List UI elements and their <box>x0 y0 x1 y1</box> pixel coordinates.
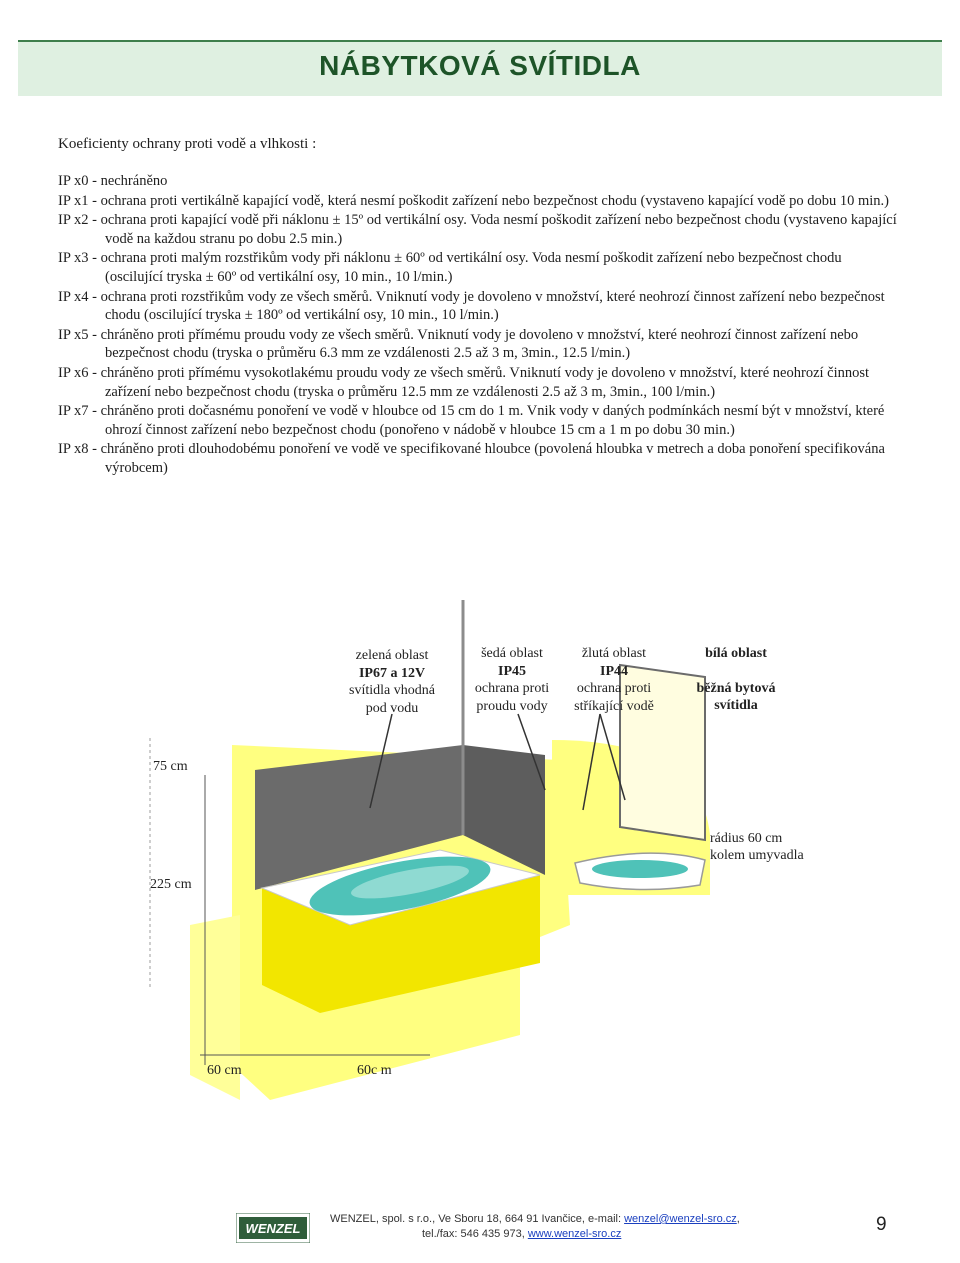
ip-code: IP x4 <box>58 288 89 305</box>
wenzel-logo <box>236 1213 310 1243</box>
footer-line-1 <box>330 1212 750 1227</box>
ip-text: - ochrana proti rozstřikům vody ze všech směrů. Vniknutí vody je dovoleno v množství, které neohrozí činnost zařízení nebo bezpečnost chodu (oscilující tryska ± 180º od vertikální osy, 10 min., 10 l/min.) <box>92 288 885 324</box>
ip-list <box>58 172 898 479</box>
measure-radius <box>710 830 804 864</box>
ip-code: IP x2 <box>58 212 89 229</box>
ip-code: IP x3 <box>58 250 89 267</box>
green-zone-name: zelená oblast <box>355 648 429 663</box>
grey-zone-desc-1: ochrana proti <box>474 681 550 696</box>
yellow-zone-desc-2: stříkající vodě <box>574 698 654 714</box>
page-number: 9 <box>876 1214 887 1235</box>
radius-label-2: kolem umyvadla <box>710 848 804 863</box>
green-zone-desc-2: pod vodu <box>365 700 419 716</box>
white-zone-desc-2: svítidla <box>714 698 758 713</box>
white-zone-name: bílá oblast <box>705 646 767 661</box>
sink-water <box>592 860 688 878</box>
grey-zone-desc-2: proudu vody <box>476 698 548 714</box>
grey-zone-rating: IP45 <box>498 663 526 679</box>
yellow-zone-rating: IP44 <box>600 663 628 679</box>
footer-web-link[interactable]: www.wenzel-sro.cz <box>527 1228 622 1240</box>
yellow-zone-desc-1: ochrana proti <box>576 681 652 696</box>
grey-zone-name: šedá oblast <box>481 646 543 661</box>
ip-text: - chráněno proti přímému vysokotlakému proudu vody ze všech směrů. Vniknutí vody je dovoleno v množství, které neohrozí činnost zařízení nebo bezpečnost chodu (tryska o průměru 12.5 mm ze vzdálenosti 2.5 až 3 m, 3min., 100 l/min.) <box>92 364 870 400</box>
green-zone-rating: IP67 a 12V <box>358 665 426 681</box>
ip-code: IP x5 <box>58 326 89 343</box>
ip-item <box>58 288 898 325</box>
label-grey-zone <box>462 645 562 715</box>
footer-sep: , <box>736 1213 740 1225</box>
ip-item <box>58 326 898 363</box>
yellow-zone-name: žlutá oblast <box>581 646 647 661</box>
ip-text: - ochrana proti vertikálně kapající vodě, která nesmí poškodit zařízení nebo bezpečnost chodu (vystaveno kapající vodě po dobu 10 min.) <box>92 192 889 209</box>
ip-item <box>58 249 898 286</box>
label-green-zone <box>336 647 448 717</box>
ip-item <box>58 211 898 248</box>
label-yellow-zone <box>563 645 665 715</box>
ip-item <box>58 172 898 191</box>
ip-text: - nechráněno <box>92 173 168 189</box>
green-zone-desc-1: svítidla vhodná <box>349 683 435 698</box>
ip-code: IP x0 <box>58 173 89 189</box>
ip-text: - chráněno proti dlouhodobému ponoření ve vodě ve specifikované hloubce (povolená hloubka v metrech a doba ponoření specifikována výrobcem) <box>92 441 885 476</box>
measure-75cm: 75 cm <box>153 759 188 774</box>
measure-60cm-b: 60c m <box>357 1063 392 1078</box>
footer-email-link[interactable]: wenzel@wenzel-sro.cz <box>624 1213 737 1225</box>
intro-text: Koeficienty ochrany proti vodě a vlhkosti : <box>58 136 317 152</box>
white-zone-desc-1: běžná bytová <box>696 680 776 696</box>
footer-company: WENZEL, spol. s r.o., Ve Sboru 18, 664 91 Ivančice, e-mail: <box>330 1213 622 1225</box>
footer-contact <box>330 1212 750 1242</box>
page-title: NÁBYTKOVÁ SVÍTIDLA <box>319 50 641 81</box>
radius-label-1: rádius 60 cm <box>710 831 783 846</box>
title-bar <box>18 40 942 96</box>
ip-item <box>58 402 898 439</box>
ip-text: - ochrana proti kapající vodě při náklonu ± 15º od vertikální osy. Voda nesmí poškodit zařízení nebo bezpečnost chodu (vystaveno kapající vodě na každou stranu po dobu 2.5 min.) <box>92 212 897 247</box>
ip-text: - chráněno proti přímému proudu vody ze všech směrů. Vniknutí vody je dovoleno v množství, které neohrozí činnost zařízení nebo bezpečnost chodu (tryska o průměru 6.3 mm ze vzdálenosti 2.5 až 3 m, 3min., 12.5 l/min.) <box>92 326 859 362</box>
ip-item <box>58 364 898 401</box>
ip-code: IP x8 <box>58 441 89 458</box>
ip-code: IP x7 <box>58 403 89 420</box>
bathroom-zone-diagram <box>0 595 960 1115</box>
ip-item <box>58 440 898 477</box>
ip-code: IP x1 <box>58 192 89 209</box>
logo-text: WENZEL <box>245 1221 301 1236</box>
footer-tel: tel./fax: 546 435 973, <box>422 1228 525 1240</box>
measure-225cm: 225 cm <box>150 877 192 892</box>
ip-code: IP x6 <box>58 364 89 381</box>
ip-text: - ochrana proti malým rozstřikům vody při náklonu ± 60º od vertikální osy. Voda nesmí poškodit zařízení nebo bezpečnost chodu (oscilující tryska ± 60º od vertikální osy, 10 min., 10 l/min.) <box>92 250 842 285</box>
measure-60cm-a: 60 cm <box>207 1063 242 1078</box>
footer-line-2 <box>330 1227 750 1242</box>
label-white-zone <box>680 645 792 715</box>
ip-item <box>58 192 898 211</box>
ip-text: - chráněno proti dočasnému ponoření ve vodě v hloubce od 15 cm do 1 m. Vnik vody v daných podmínkách nesmí být v množství, které ohrozí činnost zařízení nebo bezpečnost chodu (ponořeno v nádobě v hloubce 15 cm a 1 m po dobu 30 min.) <box>92 403 885 438</box>
